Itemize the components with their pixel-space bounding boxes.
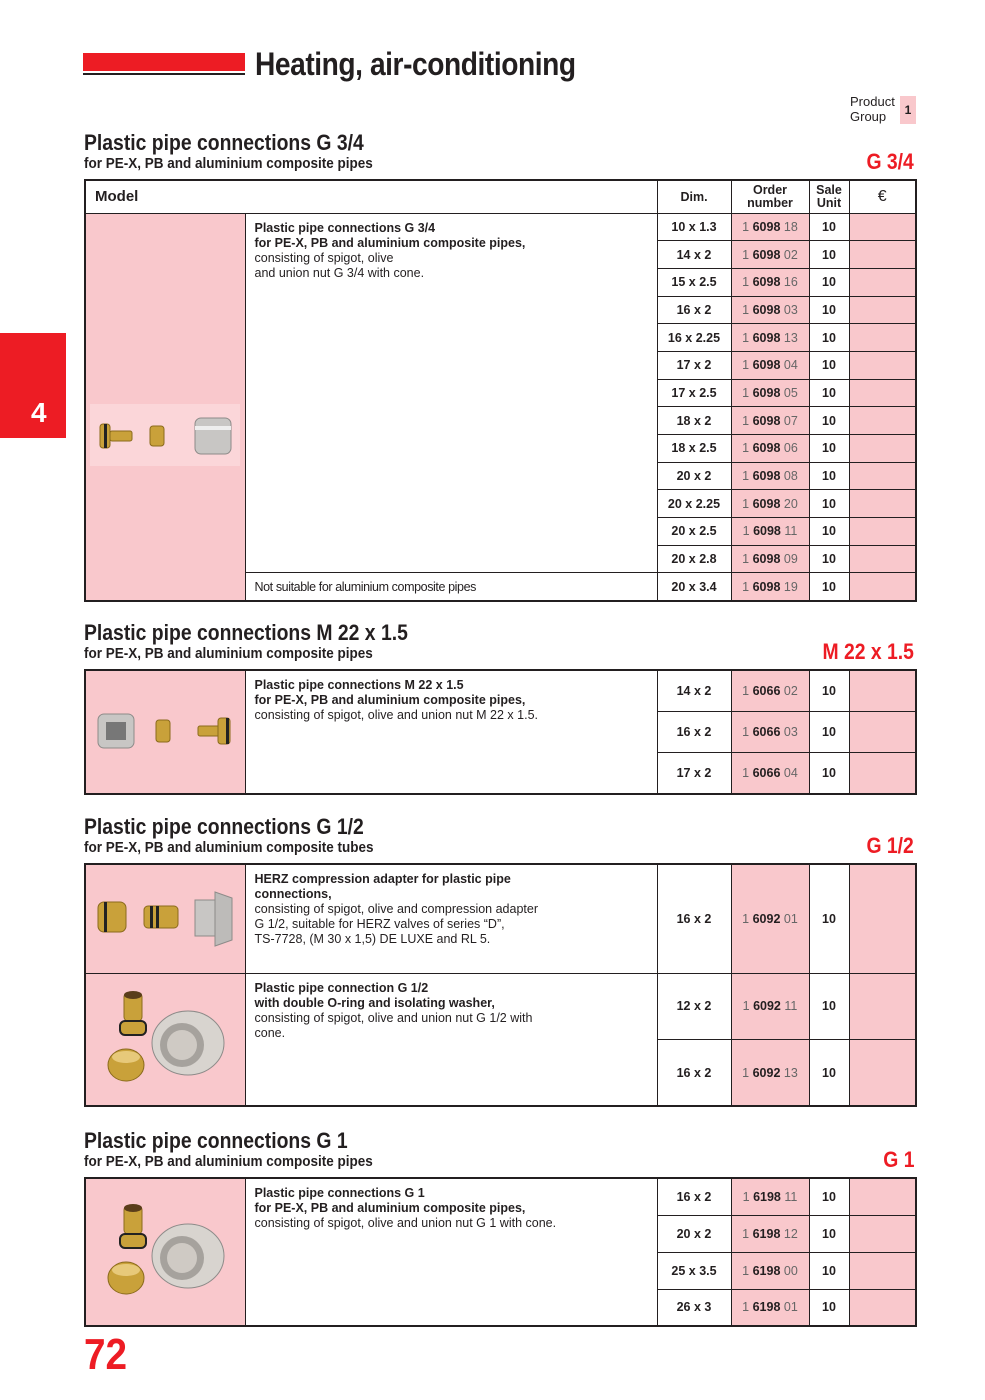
order-main: 6098 xyxy=(752,469,781,484)
product-group-label-line2: Group xyxy=(850,109,887,124)
pipe-fitting-icon xyxy=(90,1295,240,1309)
table-row xyxy=(85,864,916,973)
order-suffix: 09 xyxy=(783,552,798,567)
dimension-cell: 15 x 2.5 xyxy=(657,268,731,296)
price-cell[interactable] xyxy=(849,462,916,490)
dimension-cell: 20 x 2 xyxy=(657,1215,731,1252)
description-bold-line: Plastic pipe connections G 1 xyxy=(254,1186,425,1200)
order-prefix: 1 xyxy=(742,911,750,926)
order-main: 6066 xyxy=(752,724,781,739)
dimension-cell: 20 x 2.8 xyxy=(657,545,731,573)
sale-unit-cell: 10 xyxy=(809,462,849,490)
sale-unit-cell: 10 xyxy=(809,1215,849,1252)
product-table-g1 xyxy=(84,1177,917,1327)
order-main: 6198 xyxy=(752,1263,781,1278)
product-image xyxy=(85,973,245,1106)
sale-unit-cell: 10 xyxy=(809,670,849,711)
sale-unit-cell: 10 xyxy=(809,545,849,573)
order-number-cell xyxy=(731,296,809,324)
sale-unit-cell: 10 xyxy=(809,324,849,352)
price-cell[interactable] xyxy=(849,351,916,379)
order-suffix: 07 xyxy=(783,413,798,428)
sale-unit-cell: 10 xyxy=(809,1040,849,1107)
product-table-m22 xyxy=(84,669,917,795)
header-model: Model xyxy=(85,180,657,213)
table-row xyxy=(85,213,916,241)
price-cell[interactable] xyxy=(849,753,916,794)
product-description xyxy=(245,864,657,973)
dimension-cell: 26 x 3 xyxy=(657,1289,731,1326)
dimension-cell: 18 x 2 xyxy=(657,407,731,435)
order-prefix: 1 xyxy=(742,1263,750,1278)
order-prefix: 1 xyxy=(742,302,750,317)
order-prefix: 1 xyxy=(742,1300,750,1315)
section-code: G 1 xyxy=(882,1147,914,1172)
order-number-cell xyxy=(731,973,809,1040)
product-table-g34 xyxy=(84,179,917,602)
dimension-cell: 25 x 3.5 xyxy=(657,1252,731,1289)
description-bold-line: with double O-ring and isolating washer, xyxy=(254,995,495,1010)
price-cell[interactable] xyxy=(849,407,916,435)
dimension-cell: 20 x 2.5 xyxy=(657,518,731,546)
dimension-cell: 16 x 2 xyxy=(657,864,731,973)
order-suffix: 04 xyxy=(783,358,798,373)
order-main: 6098 xyxy=(752,275,781,290)
order-suffix: 02 xyxy=(783,683,798,698)
product-group-badge: 1 xyxy=(900,96,916,124)
order-number-cell xyxy=(731,407,809,435)
sale-unit-cell: 10 xyxy=(809,1178,849,1215)
price-cell[interactable] xyxy=(849,490,916,518)
description-line: consisting of spigot, olive and union nut G 1 with cone. xyxy=(254,1216,557,1230)
order-number-cell xyxy=(731,1040,809,1107)
dimension-cell: 16 x 2 xyxy=(657,711,731,752)
header-red-bar xyxy=(83,53,245,71)
order-prefix: 1 xyxy=(742,219,750,234)
sale-unit-cell: 10 xyxy=(809,864,849,973)
dimension-cell: 16 x 2 xyxy=(657,1178,731,1215)
header-price: € xyxy=(849,180,916,213)
description-bold-line: for PE-X, PB and aluminium composite pipes, xyxy=(254,693,526,707)
order-main: 6098 xyxy=(752,302,781,317)
sale-unit-cell: 10 xyxy=(809,573,849,601)
header-order-line1: Order xyxy=(752,182,788,197)
section-code: G 3/4 xyxy=(866,149,914,174)
order-prefix: 1 xyxy=(742,247,750,262)
product-table-g12 xyxy=(84,863,917,1107)
description-line: G 1/2, suitable for HERZ valves of series “D”, xyxy=(254,917,505,931)
price-cell[interactable] xyxy=(849,1178,916,1215)
order-suffix: 11 xyxy=(784,524,798,539)
sale-unit-cell: 10 xyxy=(809,435,849,463)
order-suffix: 00 xyxy=(783,1263,798,1278)
price-cell[interactable] xyxy=(849,1252,916,1289)
sale-unit-cell: 10 xyxy=(809,213,849,241)
order-main: 6098 xyxy=(752,441,781,456)
order-number-cell xyxy=(731,573,809,601)
order-prefix: 1 xyxy=(742,1189,750,1204)
order-suffix: 01 xyxy=(783,911,798,926)
order-suffix: 13 xyxy=(783,1065,798,1080)
sale-unit-cell: 10 xyxy=(809,296,849,324)
order-number-cell xyxy=(731,351,809,379)
product-description xyxy=(245,1178,657,1326)
order-main: 6098 xyxy=(752,358,781,373)
sale-unit-cell: 10 xyxy=(809,1289,849,1326)
page-number: 72 xyxy=(84,1330,128,1379)
product-group-label-line1: Product xyxy=(850,94,895,109)
description-line: and union nut G 3/4 with cone. xyxy=(254,265,425,280)
dimension-cell: 16 x 2.25 xyxy=(657,324,731,352)
order-suffix: 03 xyxy=(783,302,798,317)
section-code: G 1/2 xyxy=(866,833,914,858)
order-number-cell xyxy=(731,711,809,752)
pipe-fitting-icon xyxy=(90,455,240,469)
description-line: consisting of spigot, olive and union nut G 1/2 with xyxy=(254,1010,533,1025)
order-main: 6098 xyxy=(752,219,781,234)
order-suffix: 06 xyxy=(783,441,798,456)
dimension-cell: 16 x 2 xyxy=(657,296,731,324)
product-description xyxy=(245,213,657,573)
order-suffix: 08 xyxy=(783,469,798,484)
order-main: 6092 xyxy=(752,911,781,926)
order-suffix: 19 xyxy=(783,579,798,594)
order-prefix: 1 xyxy=(742,683,750,698)
order-prefix: 1 xyxy=(742,385,750,400)
order-suffix: 16 xyxy=(783,275,798,290)
section-subtitle: for PE-X, PB and aluminium composite pipes xyxy=(84,155,373,172)
header-dim: Dim. xyxy=(657,180,731,213)
dimension-cell: 20 x 2.25 xyxy=(657,490,731,518)
price-cell[interactable] xyxy=(849,213,916,241)
order-number-cell xyxy=(731,435,809,463)
order-main: 6066 xyxy=(752,765,781,780)
dimension-cell: 10 x 1.3 xyxy=(657,213,731,241)
order-number-cell xyxy=(731,324,809,352)
price-cell[interactable] xyxy=(849,545,916,573)
price-cell[interactable] xyxy=(849,435,916,463)
sale-unit-cell: 10 xyxy=(809,351,849,379)
order-prefix: 1 xyxy=(742,330,750,345)
description-bold-line: HERZ compression adapter for plastic pipe xyxy=(254,872,511,886)
order-main: 6098 xyxy=(753,524,781,539)
order-main: 6098 xyxy=(752,247,781,262)
section-code: M 22 x 1.5 xyxy=(822,639,914,664)
dimension-cell: 20 x 3.4 xyxy=(657,573,731,601)
sale-unit-cell: 10 xyxy=(809,1252,849,1289)
order-main: 6092 xyxy=(752,1065,781,1080)
order-prefix: 1 xyxy=(742,724,750,739)
price-cell[interactable] xyxy=(849,518,916,546)
order-suffix: 03 xyxy=(783,724,798,739)
table-row xyxy=(85,973,916,1040)
order-prefix: 1 xyxy=(742,765,750,780)
order-main: 6098 xyxy=(752,496,781,511)
section-subtitle: for PE-X, PB and aluminium composite pipes xyxy=(84,1153,373,1170)
order-suffix: 18 xyxy=(783,219,798,234)
dimension-cell: 17 x 2.5 xyxy=(657,379,731,407)
order-suffix: 05 xyxy=(783,385,798,400)
header-order-line2: number xyxy=(747,195,793,210)
sale-unit-cell: 10 xyxy=(809,241,849,269)
order-number-cell xyxy=(731,379,809,407)
order-number-cell xyxy=(731,545,809,573)
order-main: 6198 xyxy=(753,1189,781,1204)
sale-unit-cell: 10 xyxy=(809,490,849,518)
order-prefix: 1 xyxy=(742,999,750,1014)
product-description xyxy=(245,973,657,1106)
price-cell[interactable] xyxy=(849,379,916,407)
order-main: 6098 xyxy=(752,385,781,400)
dimension-cell: 16 x 2 xyxy=(657,1040,731,1107)
order-prefix: 1 xyxy=(742,1226,750,1241)
order-number-cell xyxy=(731,241,809,269)
sale-unit-cell: 10 xyxy=(809,753,849,794)
description-bold-line: Plastic pipe connections M 22 x 1.5 xyxy=(254,678,464,692)
table-row xyxy=(85,670,916,711)
price-cell[interactable] xyxy=(849,1289,916,1326)
description-bold-line: for PE-X, PB and aluminium composite pipes, xyxy=(254,235,526,250)
order-prefix: 1 xyxy=(742,1065,750,1080)
price-cell[interactable] xyxy=(849,670,916,711)
pipe-fitting-icon xyxy=(90,1082,240,1096)
pipe-fitting-icon xyxy=(90,941,240,955)
dimension-cell: 18 x 2.5 xyxy=(657,435,731,463)
price-cell[interactable] xyxy=(849,324,916,352)
chapter-tab xyxy=(0,333,66,438)
order-main: 6098 xyxy=(752,552,781,567)
order-suffix: 20 xyxy=(783,496,798,511)
order-number-cell xyxy=(731,518,809,546)
order-prefix: 1 xyxy=(742,413,750,428)
price-cell[interactable] xyxy=(849,1040,916,1107)
header-sale-unit xyxy=(809,180,849,213)
order-prefix: 1 xyxy=(742,358,750,373)
description-bold-line: Plastic pipe connections G 3/4 xyxy=(254,220,436,235)
price-cell[interactable] xyxy=(849,241,916,269)
price-cell[interactable] xyxy=(849,864,916,973)
order-suffix: 01 xyxy=(783,1300,798,1315)
order-number-cell xyxy=(731,1252,809,1289)
sale-unit-cell: 10 xyxy=(809,973,849,1040)
dimension-cell: 14 x 2 xyxy=(657,241,731,269)
order-prefix: 1 xyxy=(742,275,750,290)
description-line: consisting of spigot, olive and compression adapter xyxy=(254,902,538,916)
order-main: 6098 xyxy=(752,579,781,594)
price-cell[interactable] xyxy=(849,296,916,324)
header-order-number xyxy=(731,180,809,213)
order-number-cell xyxy=(731,213,809,241)
section-title: Plastic pipe connections M 22 x 1.5 xyxy=(84,620,408,645)
order-main: 6198 xyxy=(752,1300,781,1315)
dimension-cell: 17 x 2 xyxy=(657,351,731,379)
order-prefix: 1 xyxy=(742,496,750,511)
chapter-number: 4 xyxy=(31,397,47,428)
order-prefix: 1 xyxy=(742,469,750,484)
product-image xyxy=(85,1178,245,1326)
sale-unit-cell: 10 xyxy=(809,711,849,752)
price-cell[interactable] xyxy=(849,711,916,752)
sale-unit-cell: 10 xyxy=(809,268,849,296)
order-number-cell xyxy=(731,864,809,973)
order-suffix: 12 xyxy=(783,1226,798,1241)
sale-unit-cell: 10 xyxy=(809,379,849,407)
description-line: TS-7728, (M 30 x 1,5) DE LUXE and RL 5. xyxy=(254,932,491,946)
order-suffix: 11 xyxy=(784,999,798,1014)
section-title: Plastic pipe connections G 1/2 xyxy=(84,814,364,839)
pipe-fitting-icon xyxy=(90,749,240,763)
description-line: consisting of spigot, olive xyxy=(254,250,394,265)
description-line: consisting of spigot, olive and union nut M 22 x 1.5. xyxy=(254,708,539,722)
order-main: 6198 xyxy=(752,1226,781,1241)
dimension-cell: 17 x 2 xyxy=(657,753,731,794)
product-description xyxy=(245,670,657,794)
section-subtitle: for PE-X, PB and aluminium composite tubes xyxy=(84,839,374,856)
order-main: 6066 xyxy=(752,683,781,698)
product-image xyxy=(85,670,245,794)
order-number-cell xyxy=(731,753,809,794)
dimension-cell: 20 x 2 xyxy=(657,462,731,490)
sale-unit-cell: 10 xyxy=(809,518,849,546)
price-cell[interactable] xyxy=(849,973,916,1040)
dimension-cell: 12 x 2 xyxy=(657,973,731,1040)
order-number-cell xyxy=(731,1178,809,1215)
order-number-cell xyxy=(731,1215,809,1252)
order-number-cell xyxy=(731,462,809,490)
order-suffix: 11 xyxy=(784,1189,798,1204)
header-rule xyxy=(83,73,245,75)
order-prefix: 1 xyxy=(742,524,750,539)
header-sale-line2: Unit xyxy=(816,195,842,210)
order-prefix: 1 xyxy=(742,552,750,567)
price-cell[interactable] xyxy=(849,573,916,601)
order-suffix: 13 xyxy=(783,330,798,345)
order-prefix: 1 xyxy=(742,579,750,594)
order-main: 6098 xyxy=(752,413,781,428)
sale-unit-cell: 10 xyxy=(809,407,849,435)
product-note: Not suitable for aluminium composite pipes xyxy=(245,573,657,601)
price-cell[interactable] xyxy=(849,268,916,296)
section-title: Plastic pipe connections G 3/4 xyxy=(84,130,364,155)
section-title: Plastic pipe connections G 1 xyxy=(84,1128,348,1153)
description-bold-line: Plastic pipe connection G 1/2 xyxy=(254,980,429,995)
order-main: 6092 xyxy=(753,999,781,1014)
header-sale-line1: Sale xyxy=(816,182,842,197)
order-number-cell xyxy=(731,670,809,711)
order-number-cell xyxy=(731,490,809,518)
price-cell[interactable] xyxy=(849,1215,916,1252)
order-number-cell xyxy=(731,1289,809,1326)
section-subtitle: for PE-X, PB and aluminium composite pipes xyxy=(84,645,373,662)
product-image xyxy=(85,213,245,601)
product-group-label xyxy=(850,94,895,124)
order-suffix: 02 xyxy=(783,247,798,262)
order-number-cell xyxy=(731,268,809,296)
order-prefix: 1 xyxy=(742,441,750,456)
description-line: cone. xyxy=(254,1025,286,1040)
table-row xyxy=(85,1178,916,1215)
page-title: Heating, air-conditioning xyxy=(255,46,576,82)
description-bold-line: for PE-X, PB and aluminium composite pipes, xyxy=(254,1201,526,1215)
dimension-cell: 14 x 2 xyxy=(657,670,731,711)
order-suffix: 04 xyxy=(783,765,798,780)
order-main: 6098 xyxy=(752,330,781,345)
description-bold-line: connections, xyxy=(254,887,332,901)
product-image xyxy=(85,864,245,973)
